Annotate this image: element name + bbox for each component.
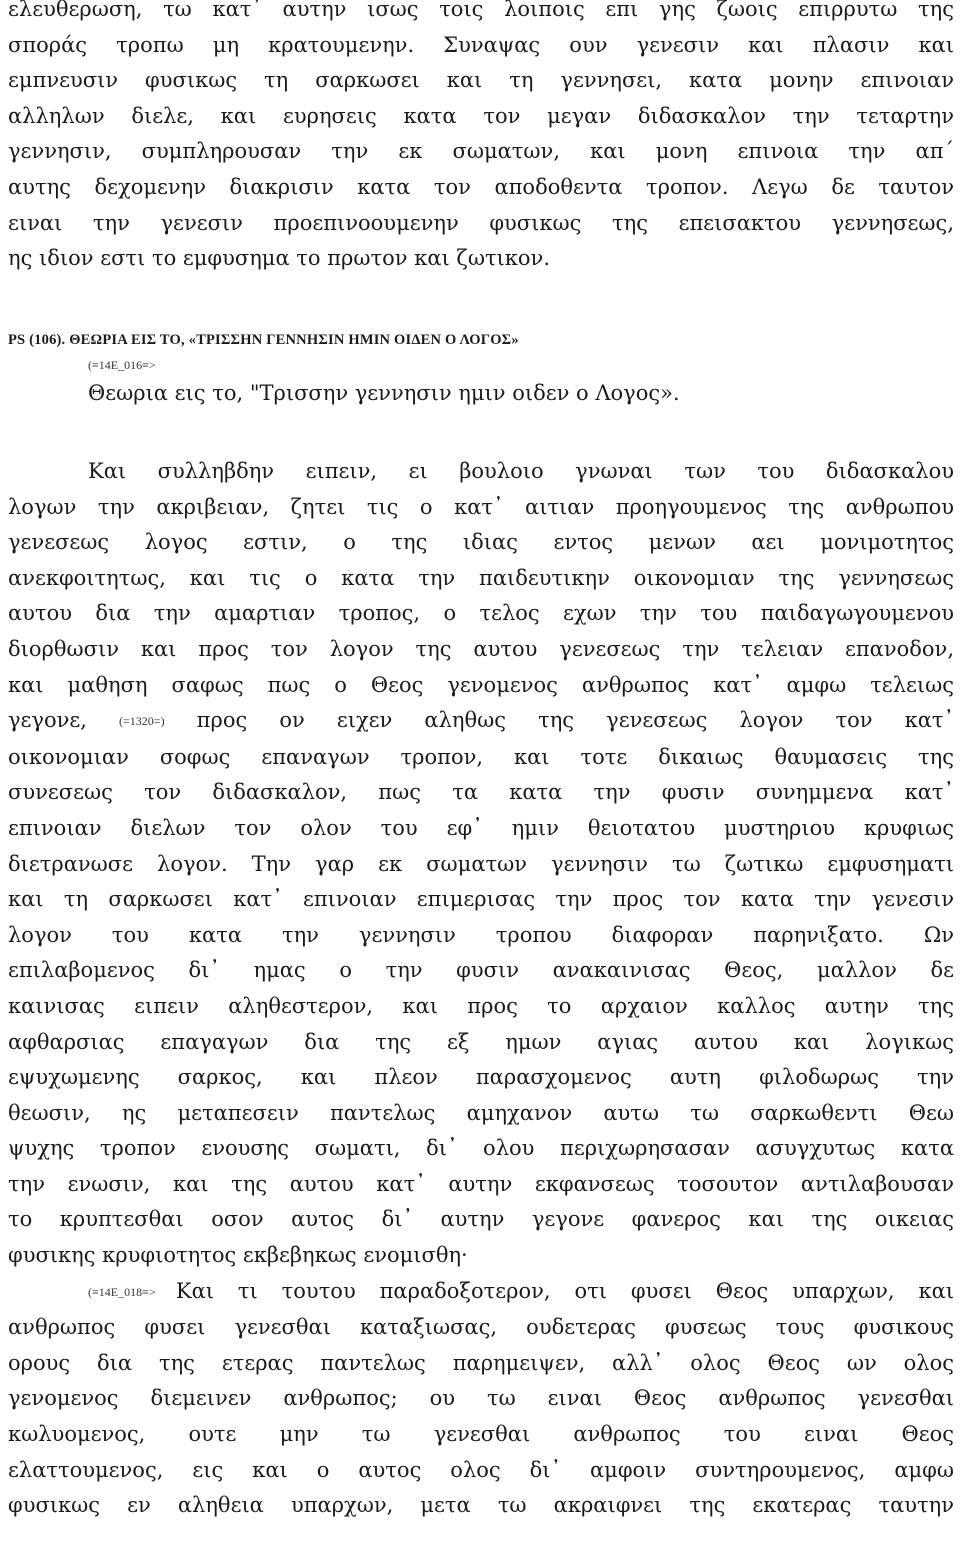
text-line: και μαθηση σαφως πως ο Θεος γενομενος ανθρωπος κατ᾽ αμφω τελειως [8, 672, 954, 697]
text-line: λογων την ακριβειαν, ζητει τις ο κατ᾽ αιτιαν προηγουμενος της ανθρωπου [8, 494, 954, 519]
top-paragraph [8, 0, 954, 277]
text-line: ορους δια της ετερας παντελως παρημειψεν, αλλ᾽ ολος Θεος ων ολος [8, 1350, 954, 1375]
text-line: γεννησιν, συμπληρουσαν την εκ σωματων, και μονη επινοια την απ΄ [8, 139, 954, 164]
document-page [8, 0, 954, 1568]
text-line: Και συλληβδην ειπειν, ει βουλοιο γνωναι των του διδασκαλου [88, 459, 954, 483]
text-line: θεωσιν, ης μεταπεσειν παντελως αμηχανον αυτω τω σαρκωθεντι Θεω [8, 1100, 954, 1125]
text-line: ελαττουμενος, εις και ο αυτος ολος δι᾽ αμφοιν συντηρουμενος, αμφω [8, 1457, 954, 1482]
text-line: φυσικως εν αληθεια υπαρχων, μετα τω ακραιφνει της εκατερας ταυτην [8, 1493, 954, 1518]
section [8, 326, 954, 410]
text-line: ανθρωπος φυσει γενεσθαι καταξιωσας, ουδετερας φυσεως τους φυσικους [8, 1315, 954, 1340]
text-line: ης ιδιον εστι το εμφυσημα το πρωτον και ζωτικον. [8, 246, 551, 271]
text-line: διετρανωσε λογον. Την γαρ εκ σωματων γεννησιν τω ζωτικω εμφυσηματι [8, 851, 954, 876]
text-line: αφθαρσιας επαγαγων δια της εξ ημων αγιας αυτου και λογικως [8, 1029, 954, 1054]
section-subtitle: Θεωρια εις το, "Τρισσην γεννησιν ημιν οιδεν ο Λογος». [88, 381, 680, 405]
text-line: το κρυπτεσθαι οσον αυτος δι᾽ αυτην γεγονε φανερος και της οικειας [8, 1207, 954, 1232]
text-line: εμπνευσιν φυσικως τη σαρκωσει και τη γεννησει, κατα μονην επινοιαν [8, 68, 954, 93]
text-line: (≡14Ε_018≡> Και τι τουτου παραδοξοτερον, οτι φυσει Θεος υπαρχων, και [88, 1278, 954, 1303]
text-line: επιλαβομενος δι᾽ ημας ο την φυσιν ανακαινισας Θεος, μαλλον δε [8, 958, 954, 983]
section-heading: PS (106). ΘΕΩΡΙΑ ΕΙΣ ΤΟ, «ΤΡΙΣΣΗΝ ΓΕΝΝΗΣΙΝ ΗΜΙΝ ΟΙΔΕΝ Ο ΛΟΓΟΣ» [8, 332, 519, 348]
text-line: επινοιαν διελων τον ολον του εφ᾽ ημιν θειοτατου μυστηριου κρυφιως [8, 815, 954, 840]
text-line: διορθωσιν και προς τον λογον της αυτου γενεσεως την τελειαν επανοδον, [8, 636, 954, 661]
text-line: κωλυομενος, ουτε μην τω γενεσθαι ανθρωπος του ειναι Θεος [8, 1422, 954, 1447]
main-paragraph [8, 454, 954, 1524]
text-line: ειναι την γενεσιν προεπινοουμενην φυσικως της επεισακτου γεννησεως, [8, 210, 954, 235]
text-line: αυτου δια την αμαρτιαν τροπος, ο τελος εχων την του παιδαγωγουμενου [8, 601, 954, 626]
text-line: γενεσεως λογος εστιν, ο της ιδιας εντος μενων αει μονιμοτητος [8, 530, 954, 555]
text-line: ανεκφοιτητως, και τις ο κατα την παιδευτικην οικονομιαν της γεννησεως [8, 565, 954, 590]
text-line: καινισας ειπειν αληθεστερον, και προς το αρχαιον καλλος αυτην της [8, 993, 954, 1018]
section-marker: (≡14Ε_016≡> [88, 358, 156, 372]
text-line: αυτης δεχομενην διακρισιν κατα τον αποδοθεντα τροπον. Λεγω δε ταυτον [8, 174, 954, 199]
text-line: ψυχης τροπον ενουσης σωματι, δι᾽ ολου περιχωρησασαν ασυγχυτως κατα [8, 1136, 954, 1161]
page-marker: (=1320=) [119, 714, 165, 729]
text-line: και τη σαρκωσει κατ᾽ επινοιαν επιμερισας την προς τον κατα την γενεσιν [8, 887, 954, 912]
text-line: φυσικης κρυφιοτητος εκβεβηκως ενομισθη· [8, 1243, 468, 1268]
section-marker: (≡14Ε_018≡> [88, 1284, 176, 1299]
text-line: συνεσεως τον διδασκαλον, πως τα κατα την φυσιν συνημμενα κατ᾽ [8, 780, 954, 805]
text-line: οικονομιαν σοφως επαναγων τροπον, και τοτε δικαιως θαυμασεις της [8, 744, 954, 769]
text-line: σποράς τροπω μη κρατουμενην. Συναψας ουν γενεσιν και πλασιν και [8, 32, 954, 57]
text-line: εψυχωμενης σαρκος, και πλεον παρασχομενος αυτη φιλοδωρως την [8, 1065, 954, 1090]
text-line: λογον του κατα την γεννησιν τροπου διαφοραν παρηνιξατο. Ων [8, 922, 954, 947]
text-line: ελευθερωση, τω κατ᾽ αυτην ισως τοις λοιποις επι γης ζωοις επιρρυτω της [8, 0, 954, 21]
text-line: αλληλων διελε, και ευρησεις κατα τον μεγαν διδασκαλον την τεταρτην [8, 103, 954, 128]
text-line: γενομενος διεμεινεν ανθρωπος; ου τω ειναι Θεος ανθρωπος γενεσθαι [8, 1386, 954, 1411]
text-line: γεγονε, (=1320=) προς ον ειχεν αληθως της γενεσεως λογον τον κατ᾽ [8, 708, 954, 733]
text-line: την ενωσιν, και της αυτου κατ᾽ αυτην εκφανσεως τοσουτον αντιλαβουσαν [8, 1171, 954, 1196]
